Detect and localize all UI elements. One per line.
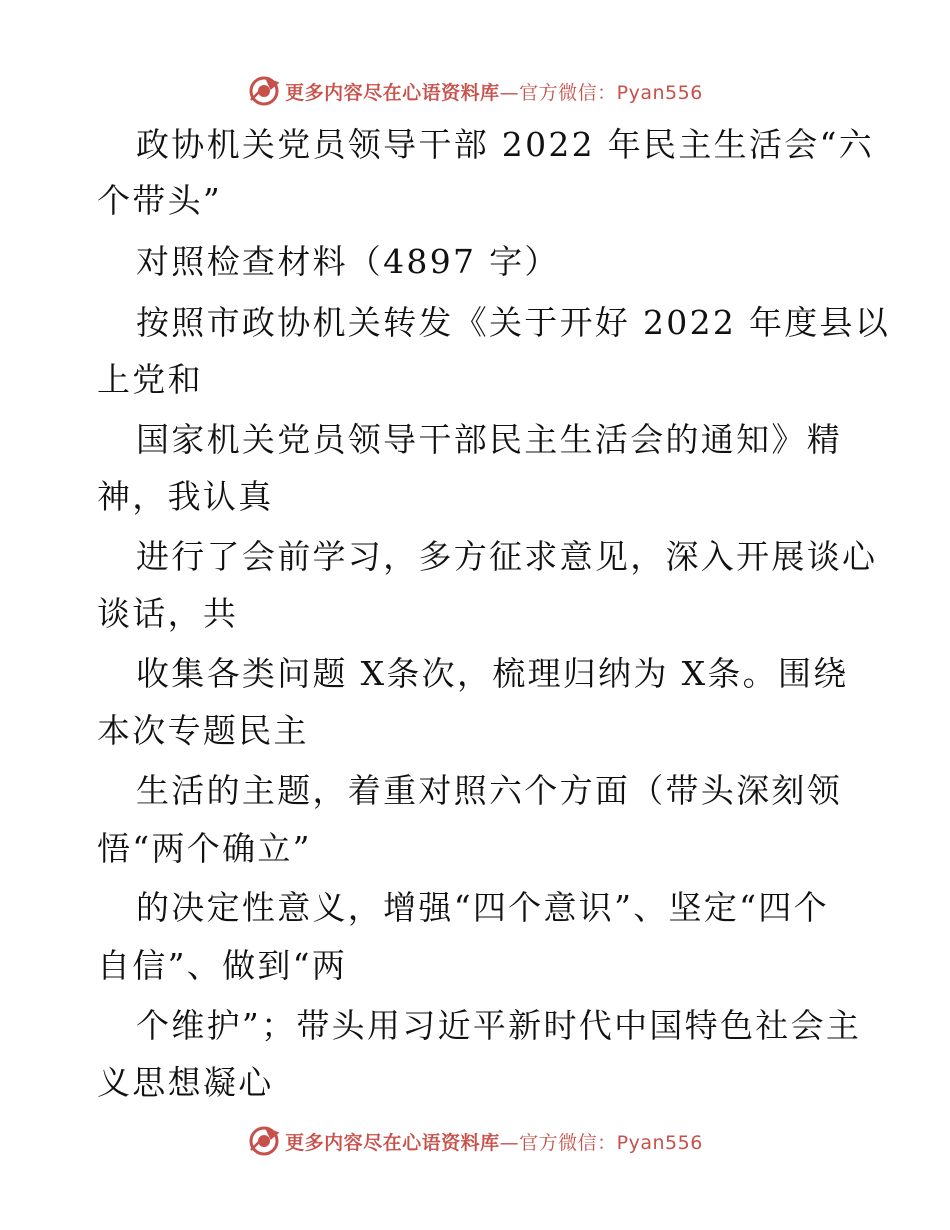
brand-logo-icon bbox=[247, 1124, 281, 1158]
doc-line: 神，我认真 bbox=[97, 477, 274, 516]
doc-line: 义思想凝心 bbox=[97, 1063, 274, 1102]
doc-line: 个带头” bbox=[97, 181, 223, 220]
header-watermark-text bbox=[285, 78, 703, 105]
doc-line: 政协机关党员领导干部 2022 年民主生活会“六 bbox=[136, 125, 875, 164]
doc-line: 本次专题民主 bbox=[97, 711, 309, 750]
doc-line: 上党和 bbox=[97, 360, 203, 399]
footer-wechat: 官方微信：Pyan556 bbox=[519, 1131, 703, 1154]
doc-line: 国家机关党员领导干部民主生活会的通知》精 bbox=[136, 420, 842, 459]
doc-line: 进行了会前学习，多方征求意见，深入开展谈心 bbox=[136, 537, 878, 576]
doc-line: 生活的主题，着重对照六个方面（带头深刻领 bbox=[136, 771, 842, 810]
doc-line: 悟“两个确立” bbox=[97, 829, 312, 868]
header-wechat: 官方微信：Pyan556 bbox=[519, 81, 703, 104]
footer-watermark-text bbox=[285, 1128, 703, 1155]
footer-separator: — bbox=[499, 1131, 520, 1154]
doc-line: 收集各类问题 X条次，梳理归纳为 X条。围绕 bbox=[136, 654, 849, 693]
doc-line: 对照检查材料（4897 字） bbox=[136, 242, 560, 281]
doc-line: 个维护”；带头用习近平新时代中国特色社会主 bbox=[136, 1006, 862, 1045]
header-separator: — bbox=[499, 81, 520, 104]
doc-line: 自信”、做到“两 bbox=[97, 946, 348, 985]
footer-brand: 更多内容尽在心语资料库 bbox=[285, 1131, 500, 1154]
footer-watermark bbox=[0, 1121, 950, 1161]
doc-line: 的决定性意义，增强“四个意识”、坚定“四个 bbox=[136, 888, 829, 927]
header-watermark bbox=[0, 71, 950, 111]
doc-line: 谈话，共 bbox=[97, 594, 239, 633]
brand-logo-icon bbox=[247, 74, 281, 108]
header-brand: 更多内容尽在心语资料库 bbox=[285, 81, 500, 104]
doc-line: 按照市政协机关转发《关于开好 2022 年度县以 bbox=[136, 303, 891, 342]
